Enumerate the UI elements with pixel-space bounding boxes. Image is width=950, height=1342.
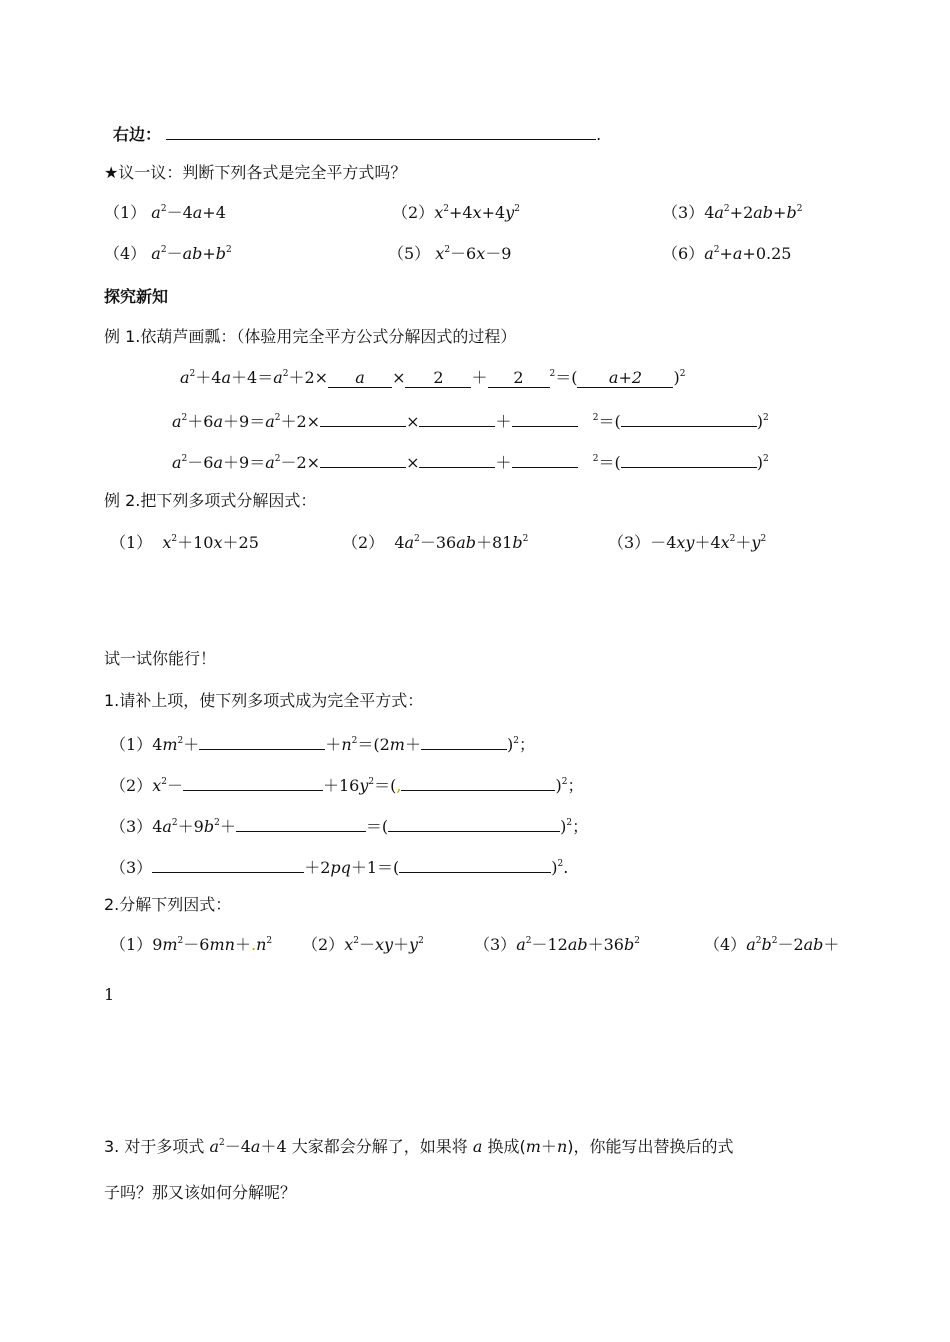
try-title: 试一试你能行！ xyxy=(104,649,217,668)
q1-3-blank-2[interactable] xyxy=(388,812,560,832)
discuss-item-5: （5） $x^2-6x-9$ xyxy=(388,244,512,263)
q1-item-4: （3） ＋2pq＋1＝( )$^2$. xyxy=(110,853,568,879)
q2-item-1: $(1)9m^2-6mn+.n^2$ xyxy=(110,935,273,954)
discuss-title: ★议一议：判断下列各式是完全平方式吗？ xyxy=(104,163,407,182)
fill-a: a xyxy=(355,368,365,387)
row2-blank-1[interactable] xyxy=(320,407,406,427)
discuss-item-6: $(6)a^2+a+0.25$ xyxy=(662,244,792,263)
discuss-item-1: （1） $a^2-4a+4$ xyxy=(104,203,226,222)
example2-item-2: （2） $4a^2-36ab+81b^2$ xyxy=(342,533,529,552)
fill-answer: a+2 xyxy=(608,368,643,387)
q1-4-blank-1[interactable] xyxy=(152,853,304,873)
q1-item-2: $(2)x^2- +16y^2=$(, )$^2$； xyxy=(110,771,583,797)
q1-2-blank-2[interactable] xyxy=(401,771,555,791)
q3-line-1: 3. 对于多项式 $a^2-4a+4$ 大家都会分解了，如果将 a 换成(m＋n)，你能写出替换后的式 xyxy=(104,1137,734,1156)
q1-3-blank-1[interactable] xyxy=(236,812,366,832)
row3-blank-2[interactable] xyxy=(419,448,495,468)
example1-row-3: $a^2-6a+9=a^2-2\times$ × ＋ $^2$＝( )$^2$ xyxy=(172,448,769,474)
q2-item-4: $(4)a^2b^2-2ab+$ xyxy=(704,935,840,954)
q1-title: 1.请补上项，使下列多项式成为完全平方式： xyxy=(104,691,424,710)
q2-item-4-wrap: 1 xyxy=(104,985,115,1004)
row3-blank-4[interactable] xyxy=(621,448,757,468)
example1-title: 例 1.依葫芦画瓢：（体验用完全平方公式分解因式的过程） xyxy=(104,327,517,346)
q2-item-3: $(3)a^2-12ab+36b^2$ xyxy=(474,935,640,954)
row2-blank-3[interactable] xyxy=(512,407,578,427)
discuss-item-3: $(3)4a^2+2ab+b^2$ xyxy=(662,203,803,222)
q1-4-blank-2[interactable] xyxy=(399,853,551,873)
fill-2a: 2 xyxy=(405,368,471,388)
right-side-end: . xyxy=(596,125,602,144)
row2-blank-4[interactable] xyxy=(621,407,757,427)
explore-title: 探究新知 xyxy=(104,287,169,306)
right-side-line xyxy=(113,120,601,146)
q2-item-2: $(2)x^2-xy+y^2$ xyxy=(302,935,424,954)
row2-blank-2[interactable] xyxy=(419,407,495,427)
example2-item-1: （1） $x^2+10x+25$ xyxy=(110,533,259,552)
q1-2-blank-1[interactable] xyxy=(183,771,323,791)
q1-1-blank-1[interactable] xyxy=(199,730,325,750)
q3-line-2: 子吗？那又该如何分解呢？ xyxy=(104,1183,297,1202)
example2-title: 例 2.把下列多项式分解因式： xyxy=(104,491,317,510)
row3-blank-1[interactable] xyxy=(320,448,406,468)
row3-blank-3[interactable] xyxy=(512,448,578,468)
right-side-label: 右边： xyxy=(113,125,162,144)
example1-row-1: $a^2+4a+4=a^2+2\times a \times 2 + 2$ $^2$＝( a+2 )$^2$ xyxy=(180,368,686,387)
q1-item-3: $(3)4a^2+9b^2+$ ＝( )$^2$； xyxy=(110,812,588,838)
example2-item-3: $(3)-4xy+4x^2+y^2$ xyxy=(608,533,767,552)
q2-title: 2.分解下列因式： xyxy=(104,895,232,914)
q1-1-blank-2[interactable] xyxy=(421,730,507,750)
right-side-blank[interactable] xyxy=(166,120,596,140)
fill-2b: 2 xyxy=(488,368,550,388)
discuss-item-2: $(2)x^2+4x+4y^2$ xyxy=(392,203,520,222)
q1-item-1: $(1)4m^2+ +n^2=(2m+ )^2$； xyxy=(110,730,535,756)
discuss-item-4: （4） $a^2-ab+b^2$ xyxy=(104,244,232,263)
example1-row-2: $a^2+6a+9=a^2+2\times$ × ＋ $^2$＝( )$^2$ xyxy=(172,407,769,433)
